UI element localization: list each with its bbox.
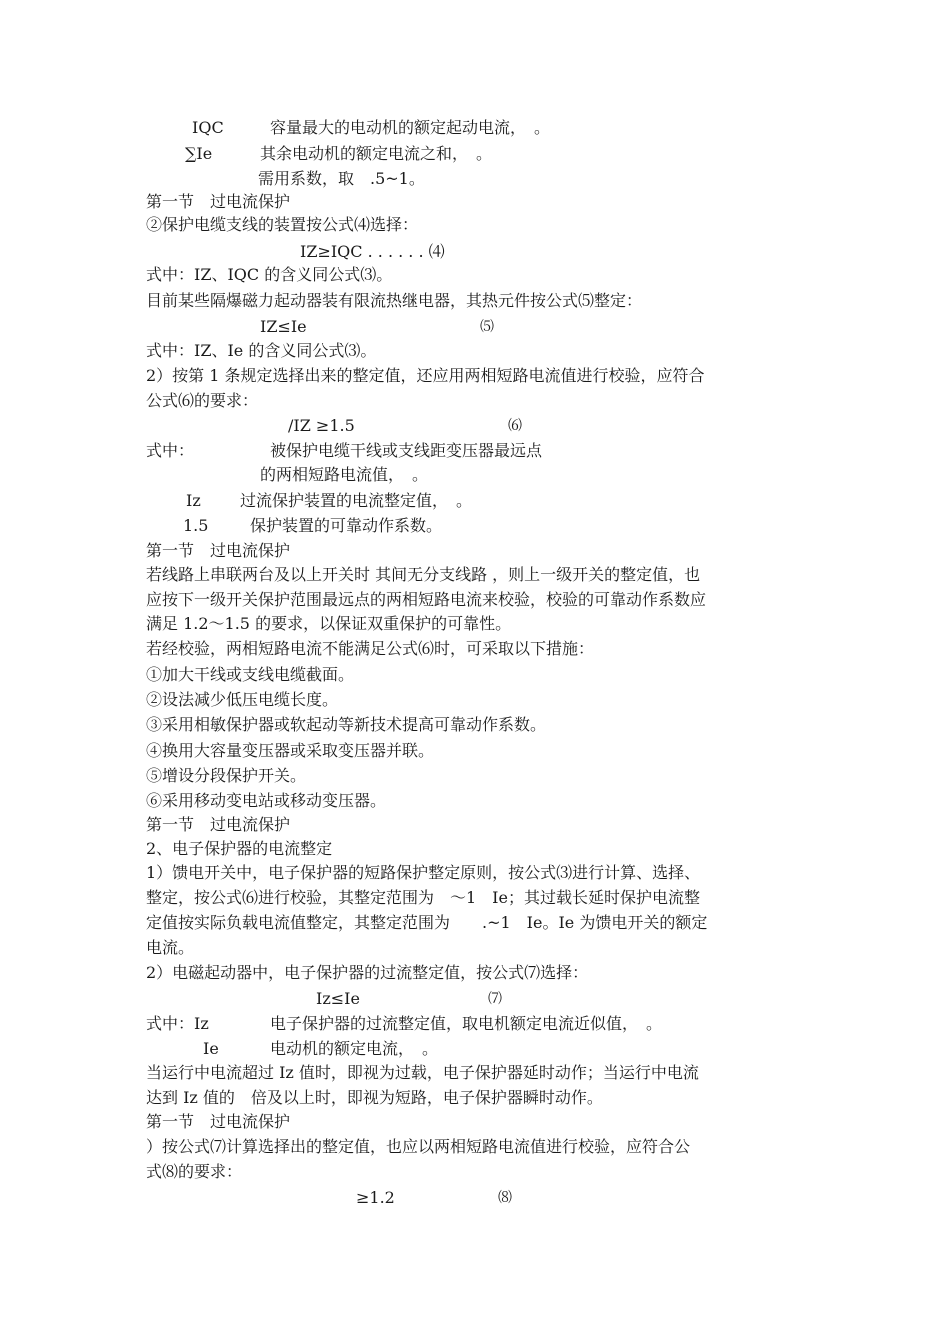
var-desc: 保护装置的可靠动作系数。: [250, 516, 443, 535]
paragraph: 达到 Iz 值的 倍及以上时，即视为短路，电子保护器瞬时动作。: [146, 1088, 603, 1107]
formula-number: ⑸: [480, 319, 494, 335]
formula-4: IZ≥IQC . . . . . . ⑷: [300, 242, 445, 261]
section-heading: 第一节 过电流保护: [146, 192, 291, 211]
var-iqc: IQC: [192, 118, 224, 137]
list-item: ⑥采用移动变电站或移动变压器。: [146, 791, 387, 810]
where-label: 式中：Iz: [146, 1014, 209, 1033]
var-k: 1.5: [183, 516, 209, 535]
var-sum-ie-desc: 其余电动机的额定电流之和， 。: [260, 144, 493, 163]
subsection-heading: 2、电子保护器的电流整定: [146, 839, 333, 858]
var-sum-ie: ∑Ie: [185, 144, 213, 163]
var-desc: 过流保护装置的电流整定值， 。: [240, 491, 473, 510]
var-iz: Iz: [186, 491, 201, 510]
var-iqc-desc: 容量最大的电动机的额定起动电流， 。: [270, 118, 551, 137]
section-heading: 第一节 过电流保护: [146, 1112, 291, 1131]
paragraph: 定值按实际负载电流值整定，其整定范围为 .~1 Ie。Ie 为馈电开关的额定: [146, 913, 708, 932]
var-desc: 电动机的额定电流， 。: [270, 1039, 439, 1058]
var-desc: 的两相短路电流值， 。: [260, 465, 429, 484]
paragraph: 式中：IZ、Ie 的含义同公式⑶。: [146, 341, 377, 360]
paragraph: 若经校验，两相短路电流不能满足公式⑹时，可采取以下措施：: [146, 639, 595, 658]
paragraph: 1）馈电开关中，电子保护器的短路保护整定原则，按公式⑶进行计算、选择、: [146, 863, 701, 882]
list-item: ①加大干线或支线电缆截面。: [146, 665, 355, 684]
section-heading: 第一节 过电流保护: [146, 815, 291, 834]
paragraph: 目前某些隔爆磁力起动器装有限流热继电器，其热元件按公式⑸整定：: [146, 291, 643, 310]
var-ie: Ie: [203, 1039, 219, 1058]
paragraph: 整定，按公式⑹进行校验，其整定范围为 ～1 Ie；其过载长延时保护电流整: [146, 888, 700, 907]
var-desc: 电子保护器的过流整定值，取电机额定电流近似值， 。: [270, 1014, 663, 1033]
var-demand-factor: 需用系数，取 .5~1。: [258, 169, 425, 188]
where-label: 式中：: [146, 441, 195, 460]
paragraph: 式中：IZ、IQC 的含义同公式⑶。: [146, 265, 393, 284]
section-heading: 第一节 过电流保护: [146, 541, 291, 560]
list-item: ③采用相敏保护器或软起动等新技术提高可靠动作系数。: [146, 715, 547, 734]
paragraph: 式⑻的要求：: [146, 1162, 243, 1181]
formula-number: ⑺: [488, 991, 502, 1007]
paragraph: 应按下一级开关保护范围最远点的两相短路电流来校验，校验的可靠动作系数应: [146, 590, 707, 609]
paragraph: 2）按第 1 条规定选择出来的整定值，还应用两相短路电流值进行校验，应符合: [146, 366, 705, 385]
paragraph: 电流。: [146, 938, 195, 957]
paragraph: 当运行中电流超过 Iz 值时，即视为过载，电子保护器延时动作；当运行中电流: [146, 1063, 699, 1082]
list-item: ⑤增设分段保护开关。: [146, 766, 307, 785]
paragraph: 公式⑹的要求：: [146, 391, 259, 410]
formula-8: ≥1.2: [356, 1188, 395, 1207]
list-item: ②设法减少低压电缆长度。: [146, 690, 339, 709]
formula-6: /IZ ≥1.5: [288, 416, 355, 435]
formula-number: ⑻: [498, 1190, 512, 1206]
formula-number: ⑹: [508, 418, 522, 434]
formula-5: IZ≤Ie: [260, 317, 307, 336]
paragraph: ）按公式⑺计算选择出的整定值，也应以两相短路电流值进行校验，应符合公: [146, 1137, 691, 1156]
var-desc: 被保护电缆干线或支线距变压器最远点: [270, 441, 543, 460]
list-item: ④换用大容量变压器或采取变压器并联。: [146, 741, 435, 760]
paragraph: 2）电磁起动器中，电子保护器的过流整定值，按公式⑺选择：: [146, 963, 589, 982]
formula-7: Iz≤Ie: [316, 989, 360, 1008]
paragraph: 满足 1.2～1.5 的要求，以保证双重保护的可靠性。: [146, 614, 512, 633]
paragraph: 若线路上串联两台及以上开关时 其间无分支线路 ，则上一级开关的整定值，也: [146, 565, 701, 584]
paragraph: ②保护电缆支线的装置按公式⑷选择：: [146, 215, 419, 234]
